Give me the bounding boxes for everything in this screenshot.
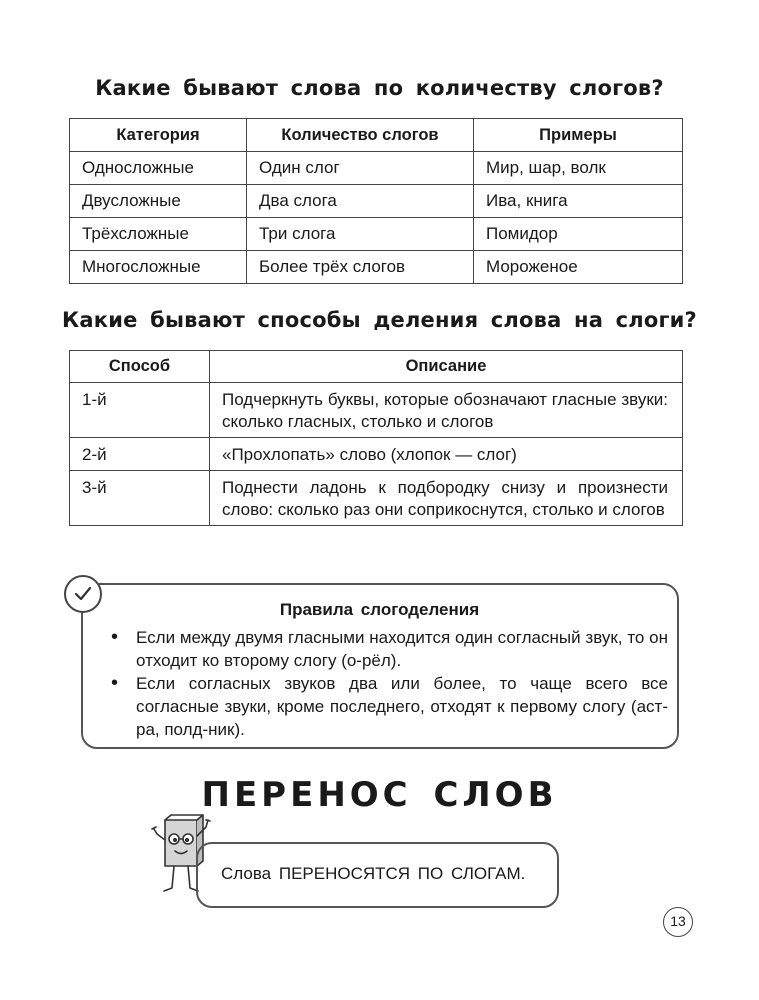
division-table <box>69 350 683 526</box>
column-header: Способ <box>70 351 210 383</box>
table-row <box>70 438 683 471</box>
table-row <box>70 218 683 251</box>
table-cell: 1-й <box>70 383 210 438</box>
table-row <box>70 383 683 438</box>
list-item: • Если между двумя гласными находится один согласный звук, то он отходит ко второму слогу (о-рёл). <box>111 626 668 672</box>
table-cell: Помидор <box>474 218 683 251</box>
table-row <box>70 185 683 218</box>
table-cell: 3-й <box>70 471 210 526</box>
table-cell: Мир, шар, волк <box>474 152 683 185</box>
table-header-row <box>70 119 683 152</box>
table-cell: Односложные <box>70 152 247 185</box>
column-header: Количество слогов <box>247 119 474 152</box>
table-cell: «Прохлопать» слово (хлопок — слог) <box>210 438 683 471</box>
division-heading: Какие бывают способы деления слова на слоги? <box>62 308 697 332</box>
column-header: Категория <box>70 119 247 152</box>
hyphenation-title: ПЕРЕНОС СЛОВ <box>201 775 558 815</box>
syllables-table <box>69 118 683 284</box>
rules-title: Правила слогоделения <box>279 600 480 619</box>
table-cell: Многосложные <box>70 251 247 284</box>
table-cell: 2-й <box>70 438 210 471</box>
table-cell: Два слога <box>247 185 474 218</box>
table-cell: Двусложные <box>70 185 247 218</box>
page-number: 13 <box>663 907 693 937</box>
rules-list <box>111 626 668 741</box>
table-cell: Трёхсложные <box>70 218 247 251</box>
table-cell: Один слог <box>247 152 474 185</box>
column-header: Примеры <box>474 119 683 152</box>
hyphenation-note: Слова ПЕРЕНОСЯТСЯ ПО СЛОГАМ. <box>221 864 526 883</box>
table-cell: Мороженое <box>474 251 683 284</box>
table-cell: Три слога <box>247 218 474 251</box>
table-row <box>70 251 683 284</box>
column-header: Описание <box>210 351 683 383</box>
table-row <box>70 152 683 185</box>
table-cell: Более трёх слогов <box>247 251 474 284</box>
list-item: • Если согласных звуков два или более, то чаще всего все согласные звуки, кроме последнего, отходят к первому слогу (аст-ра, полд-ник). <box>111 672 668 741</box>
table-cell: Ива, книга <box>474 185 683 218</box>
syllables-heading: Какие бывают слова по количеству слогов? <box>95 76 664 100</box>
table-cell: Подчеркнуть буквы, которые обозначают гласные звуки: сколько гласных, столько и слогов <box>210 383 683 438</box>
table-row <box>70 471 683 526</box>
table-header-row <box>70 351 683 383</box>
table-cell: Поднести ладонь к подбородку снизу и произнести слово: сколько раз они соприкоснутся, столько и слогов <box>210 471 683 526</box>
